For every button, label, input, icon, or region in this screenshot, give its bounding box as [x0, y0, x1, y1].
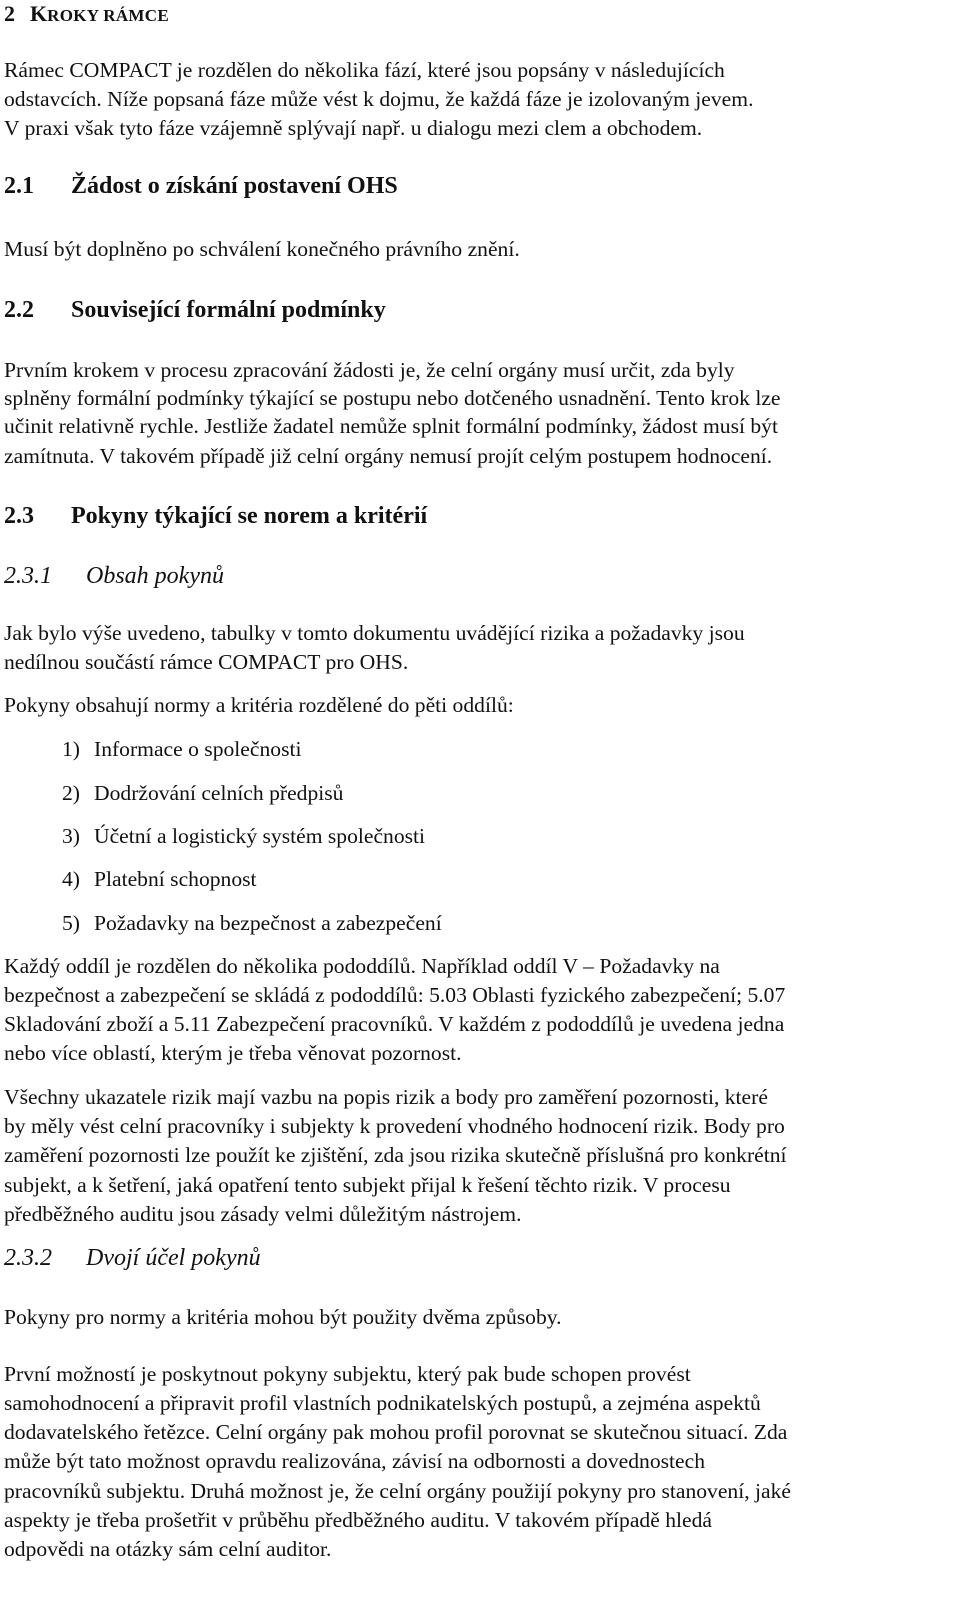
paragraph-line: subjekt, a k šetření, jaká opatření tento subjekt přijal k řešení těchto rizik. V procesu	[4, 1173, 731, 1197]
paragraph-line: pracovníků subjektu. Druhá možnost je, že celní orgány použijí pokyny pro stanovení, jaké	[4, 1479, 791, 1503]
section-heading-2-1	[4, 173, 398, 199]
paragraph-line: učinit relativně rychle. Jestliže žadatel nemůže splnit formální podmínky, žádost musí být	[4, 414, 778, 438]
paragraph-line: předběžného auditu jsou zásady velmi důležitým nástrojem.	[4, 1202, 522, 1226]
paragraph-line: může být tato možnost opravdu realizována, závisí na odbornosti a dovednostech	[4, 1449, 705, 1473]
paragraph-line: samohodnocení a připravit profil vlastních podnikatelských postupů, a zejména aspektů	[4, 1391, 761, 1415]
paragraph-line: nedílnou součástí rámce COMPACT pro OHS.	[4, 650, 409, 674]
list-item-text: Platební schopnost	[94, 867, 257, 891]
paragraph-line: odstavcích. Níže popsaná fáze může vést k dojmu, že každá fáze je izolovaným jevem.	[4, 87, 754, 111]
paragraph-line: Jak bylo výše uvedeno, tabulky v tomto dokumentu uvádějící rizika a požadavky jsou	[4, 621, 745, 645]
heading-title: Dvojí účel pokynů	[86, 1245, 261, 1271]
paragraph-line: Pokyny obsahují normy a kritéria rozdělené do pěti oddílů:	[4, 693, 514, 717]
paragraph-line: Prvním krokem v procesu zpracování žádosti je, že celní orgány musí určit, zda byly	[4, 358, 735, 382]
list-item-number: 2)	[62, 781, 80, 805]
paragraph-line: nebo více oblastí, kterým je třeba věnovat pozornost.	[4, 1041, 462, 1065]
heading-title-initial: K	[30, 1, 48, 26]
list-item-text: Dodržování celních předpisů	[94, 781, 344, 805]
list-item-text: Požadavky na bezpečnost a zabezpečení	[94, 911, 442, 935]
paragraph-line: dodavatelského řetězce. Celní orgány pak mohou profil porovnat se skutečnou situací. Zda	[4, 1420, 788, 1444]
heading-number: 2.3	[4, 503, 34, 529]
paragraph-line: zamítnuta. V takovém případě již celní orgány nemusí projít celým postupem hodnocení.	[4, 444, 773, 468]
paragraph-line: Rámec COMPACT je rozdělen do několika fází, které jsou popsány v následujících	[4, 58, 725, 82]
heading-number: 2	[4, 1, 15, 26]
section-heading-2-2	[4, 297, 386, 323]
section-heading-2-3	[4, 503, 427, 529]
list-item-text: Účetní a logistický systém společnosti	[94, 824, 426, 848]
paragraph-line: První možností je poskytnout pokyny subjektu, který pak bude schopen provést	[4, 1362, 691, 1386]
heading-number: 2.2	[4, 297, 34, 323]
list-item	[62, 823, 425, 849]
paragraph-line: V praxi však tyto fáze vzájemně splývají např. u dialogu mezi clem a obchodem.	[4, 116, 703, 140]
heading-title: Související formální podmínky	[71, 297, 386, 323]
paragraph-line: Všechny ukazatele rizik mají vazbu na popis rizik a body pro zaměření pozornosti, které	[4, 1085, 768, 1109]
list-item	[62, 866, 257, 892]
list-item-number: 1)	[62, 737, 80, 761]
heading-number: 2.3.2	[4, 1245, 52, 1271]
paragraph-line: odpovědi na otázky sám celní auditor.	[4, 1537, 332, 1561]
list-item	[62, 736, 301, 762]
section-heading-2-3-2	[4, 1245, 261, 1271]
paragraph-line: by měly vést celní pracovníky i subjekty k provedení vhodného hodnocení rizik. Body pro	[4, 1114, 785, 1138]
list-item	[62, 780, 343, 806]
paragraph-line: zaměření pozornosti lze použít ke zjištění, zda jsou rizika skutečně příslušná pro konkrétní	[4, 1143, 787, 1167]
heading-title: Obsah pokynů	[86, 563, 224, 589]
paragraph-line: Musí být doplněno po schválení konečného právního znění.	[4, 237, 520, 261]
section-heading-2-3-1	[4, 563, 224, 589]
heading-number: 2.3.1	[4, 563, 52, 589]
paragraph-line: Pokyny pro normy a kritéria mohou být použity dvěma způsoby.	[4, 1305, 562, 1329]
paragraph-line: aspekty je třeba prošetřit v průběhu předběžného auditu. V takovém případě hledá	[4, 1508, 712, 1532]
list-item-number: 3)	[62, 824, 80, 848]
paragraph-line: Každý oddíl je rozdělen do několika pododdílů. Například oddíl V – Požadavky na	[4, 954, 720, 978]
paragraph-line: Skladování zboží a 5.11 Zabezpečení pracovníků. V každém z pododdílů je uvedena jedna	[4, 1012, 785, 1036]
heading-title: Pokyny týkající se norem a kritérií	[71, 503, 428, 529]
list-item-text: Informace o společnosti	[94, 737, 302, 761]
paragraph-line: splněny formální podmínky týkající se postupu nebo dotčeného usnadnění. Tento krok lze	[4, 386, 781, 410]
list-item-number: 4)	[62, 867, 80, 891]
section-heading-2	[4, 1, 169, 29]
heading-title: Žádost o získání postavení OHS	[71, 173, 398, 199]
heading-number: 2.1	[4, 173, 34, 199]
list-item-number: 5)	[62, 911, 80, 935]
list-item	[62, 910, 442, 936]
paragraph-line: bezpečnost a zabezpečení se skládá z pododdílů: 5.03 Oblasti fyzického zabezpečení; 5.07	[4, 983, 786, 1007]
heading-title-rest: ROKY RÁMCE	[47, 6, 169, 25]
